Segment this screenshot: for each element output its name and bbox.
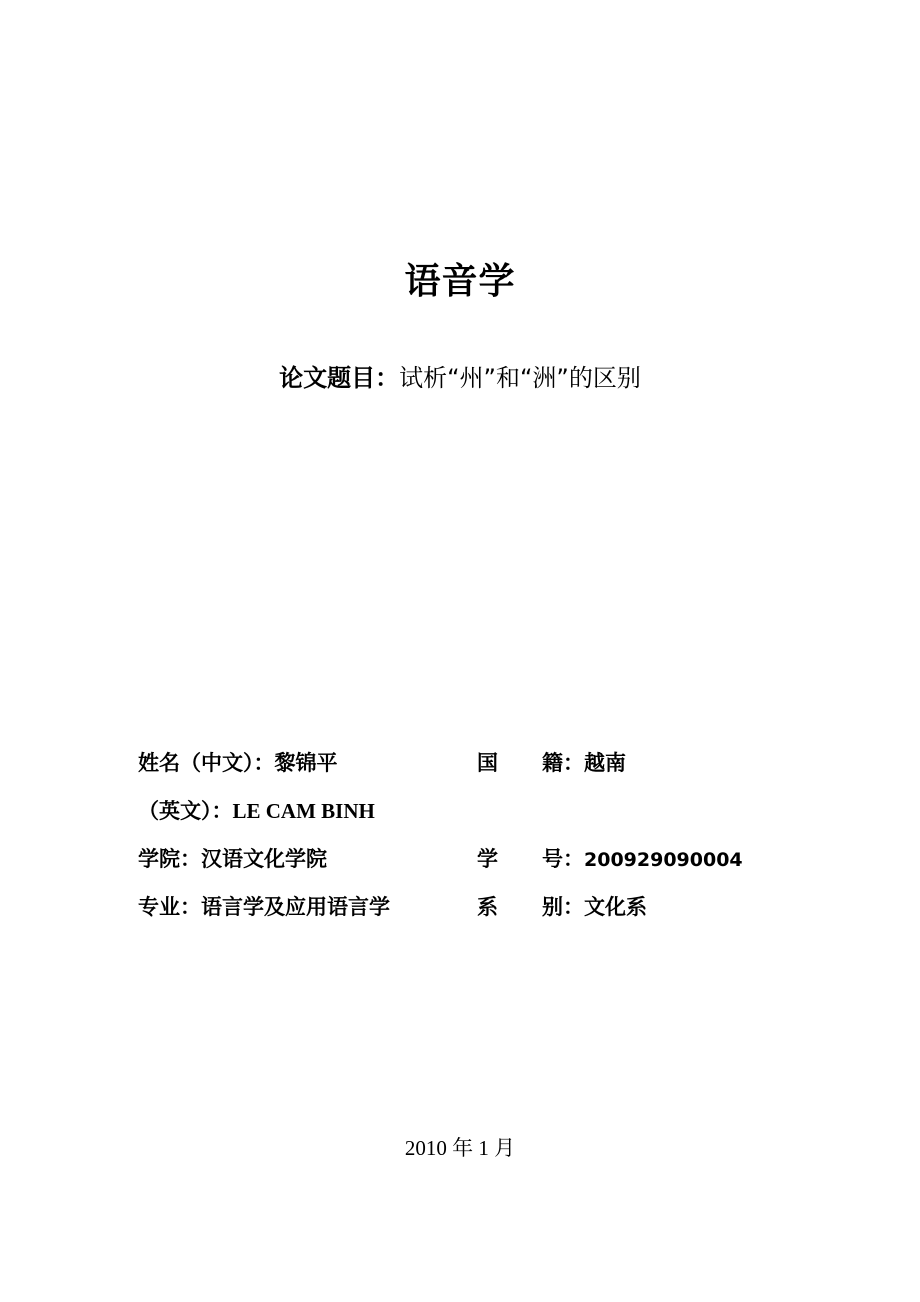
nationality-value: 越南 bbox=[584, 751, 626, 775]
thesis-title-label: 论文题目： bbox=[279, 364, 400, 392]
department-row bbox=[477, 893, 647, 921]
nationality-row bbox=[477, 749, 626, 777]
student-id-label-first: 学 bbox=[477, 847, 498, 871]
submission-date: 2010 年 1 月 bbox=[404, 1136, 516, 1160]
major-value: 语言学及应用语言学 bbox=[201, 895, 390, 919]
college-row bbox=[138, 845, 327, 873]
name-cn-label: 姓名（中文）： bbox=[138, 751, 275, 775]
name-cn-value: 黎锦平 bbox=[274, 751, 338, 775]
thesis-title-text: 试析“州”和“洲”的区别 bbox=[399, 364, 641, 392]
college-label: 学院： bbox=[138, 847, 201, 871]
nationality-label-second: 籍： bbox=[542, 751, 584, 775]
major-row bbox=[138, 893, 390, 921]
student-id-value: 200929090004 bbox=[584, 849, 743, 871]
thesis-title-line bbox=[0, 362, 920, 394]
college-value: 汉语文化学院 bbox=[201, 847, 327, 871]
major-label: 专业： bbox=[138, 895, 201, 919]
department-label-second: 别： bbox=[542, 895, 584, 919]
nationality-label-first: 国 bbox=[477, 751, 498, 775]
student-id-label-second: 号： bbox=[542, 847, 584, 871]
name-en-row bbox=[138, 797, 375, 825]
department-value: 文化系 bbox=[584, 895, 647, 919]
course-title: 语音学 bbox=[404, 261, 516, 302]
name-en-value: LE CAM BINH bbox=[232, 799, 375, 823]
department-label-first: 系 bbox=[477, 895, 498, 919]
name-cn-row bbox=[138, 749, 338, 777]
student-id-row bbox=[477, 845, 743, 874]
name-en-label: （英文）： bbox=[138, 799, 233, 823]
